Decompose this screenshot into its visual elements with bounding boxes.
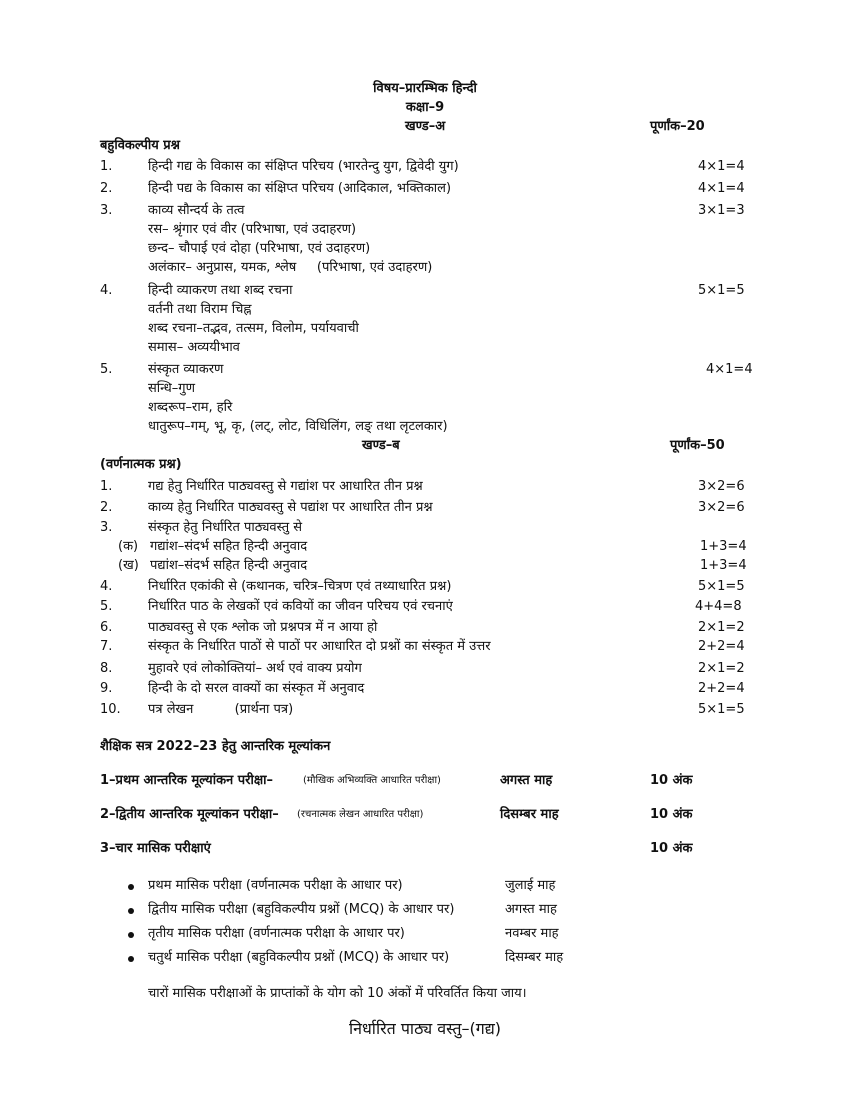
b-item-marks: 1+3=4 bbox=[700, 558, 747, 573]
section-a-title: खण्ड–अ bbox=[405, 119, 446, 134]
a-item-marks: 4×1=4 bbox=[706, 362, 753, 377]
exam-month: अगस्त माह bbox=[500, 773, 553, 788]
b-item-text: पद्यांश–संदर्भ सहित हिन्दी अनुवाद bbox=[150, 558, 308, 573]
b-item-text: काव्य हेतु निर्धारित पाठ्यवस्तु से पद्यांश पर आधारित तीन प्रश्न bbox=[148, 500, 433, 515]
a-item-subline: शब्द रचना–तद्भव, तत्सम, विलोम, पर्यायवाची bbox=[148, 321, 359, 336]
exam-title: 3–चार मासिक परीक्षाएं bbox=[100, 841, 211, 856]
monthly-month: दिसम्बर माह bbox=[505, 950, 564, 965]
b-item-num: (ख) bbox=[118, 558, 139, 573]
a-item-subline: वर्तनी तथा विराम चिह्न bbox=[148, 302, 252, 317]
a-item-text: काव्य सौन्दर्य के तत्व bbox=[148, 203, 245, 218]
a-item-marks: 5×1=5 bbox=[698, 283, 745, 298]
b-item-marks: 3×2=6 bbox=[698, 500, 745, 515]
b-item-text: निर्धारित पाठ के लेखकों एवं कवियों का जीवन परिचय एवं रचनाएं bbox=[148, 599, 453, 614]
monthly-month: अगस्त माह bbox=[505, 902, 557, 917]
b-item-text: निर्धारित एकांकी से (कथानक, चरित्र–चित्रण एवं तथ्याधारित प्रश्न) bbox=[148, 579, 452, 594]
b-item-marks: 4+4=8 bbox=[695, 599, 742, 614]
b-item-num: 10. bbox=[100, 702, 121, 717]
b-item-text: मुहावरे एवं लोकोक्तियां– अर्थ एवं वाक्य प्रयोग bbox=[148, 661, 362, 676]
b-item-marks: 5×1=5 bbox=[698, 579, 745, 594]
b-item-num: 8. bbox=[100, 661, 113, 676]
a-item-text: संस्कृत व्याकरण bbox=[148, 362, 224, 377]
monthly-exam: चतुर्थ मासिक परीक्षा (बहुविकल्पीय प्रश्नों (MCQ) के आधार पर) bbox=[148, 950, 450, 965]
b-item-text: हिन्दी के दो सरल वाक्यों का संस्कृत में अनुवाद bbox=[148, 681, 365, 696]
monthly-footnote: चारों मासिक परीक्षाओं के प्राप्तांकों के योग को 10 अंकों में परिवर्तित किया जाय। bbox=[148, 986, 527, 1001]
section-a-subtitle: बहुविकल्पीय प्रश्न bbox=[100, 138, 180, 153]
b-item-num: 2. bbox=[100, 500, 113, 515]
b-item-text: गद्यांश–संदर्भ सहित हिन्दी अनुवाद bbox=[150, 539, 308, 554]
b-item-text: संस्कृत हेतु निर्धारित पाठ्यवस्तु से bbox=[148, 520, 303, 535]
b-item-marks: 2+2=4 bbox=[698, 681, 745, 696]
a-item-num: 2. bbox=[100, 181, 113, 196]
exam-marks: 10 अंक bbox=[650, 807, 693, 822]
a-item-num: 3. bbox=[100, 203, 113, 218]
b-item-text: पत्र लेखन (प्रार्थना पत्र) bbox=[148, 702, 294, 717]
internal-heading: शैक्षिक सत्र 2022–23 हेतु आन्तरिक मूल्यांकन bbox=[100, 739, 331, 754]
b-item-marks: 3×2=6 bbox=[698, 479, 745, 494]
b-item-num: 3. bbox=[100, 520, 113, 535]
section-a-total: पूर्णांक–20 bbox=[650, 119, 705, 134]
exam-marks: 10 अंक bbox=[650, 841, 693, 856]
section-b-title: खण्ड–ब bbox=[362, 438, 400, 453]
a-item-marks: 4×1=4 bbox=[698, 159, 745, 174]
b-item-text: पाठ्यवस्तु से एक श्लोक जो प्रश्नपत्र में न आया हो bbox=[148, 620, 378, 635]
monthly-exam: तृतीय मासिक परीक्षा (वर्णनात्मक परीक्षा के आधार पर) bbox=[148, 926, 405, 941]
section-b-total: पूर्णांक–50 bbox=[670, 438, 725, 453]
b-item-marks: 2×1=2 bbox=[698, 661, 745, 676]
b-item-marks: 2×1=2 bbox=[698, 620, 745, 635]
a-item-num: 5. bbox=[100, 362, 113, 377]
b-item-num: (क) bbox=[118, 539, 139, 554]
bullet-icon bbox=[128, 908, 134, 914]
monthly-month: नवम्बर माह bbox=[505, 926, 559, 941]
b-item-num: 7. bbox=[100, 639, 113, 654]
bullet-icon bbox=[128, 956, 134, 962]
a-item-num: 4. bbox=[100, 283, 113, 298]
section-b-subtitle: (वर्णनात्मक प्रश्न) bbox=[100, 457, 182, 472]
exam-title: 1–प्रथम आन्तरिक मूल्यांकन परीक्षा– bbox=[100, 773, 274, 788]
b-item-marks: 1+3=4 bbox=[700, 539, 747, 554]
bullet-icon bbox=[128, 932, 134, 938]
a-item-text: हिन्दी व्याकरण तथा शब्द रचना bbox=[148, 283, 293, 298]
a-item-text: हिन्दी पद्य के विकास का संक्षिप्त परिचय (आदिकाल, भक्तिकाल) bbox=[148, 181, 452, 196]
a-item-subline: रस– श्रृंगार एवं वीर (परिभाषा, एवं उदाहरण) bbox=[148, 222, 357, 237]
syllabus-heading: निर्धारित पाठ्य वस्तु–(गद्य) bbox=[348, 1019, 502, 1038]
b-item-num: 1. bbox=[100, 479, 113, 494]
exam-note: (रचनात्मक लेखन आधारित परीक्षा) bbox=[297, 809, 424, 820]
monthly-exam: प्रथम मासिक परीक्षा (वर्णनात्मक परीक्षा के आधार पर) bbox=[148, 878, 403, 893]
subject-title: विषय–प्रारम्भिक हिन्दी bbox=[373, 81, 477, 96]
b-item-num: 5. bbox=[100, 599, 113, 614]
a-item-subline: सन्धि–गुण bbox=[148, 381, 195, 396]
monthly-month: जुलाई माह bbox=[505, 878, 556, 893]
a-item-marks: 3×1=3 bbox=[698, 203, 745, 218]
exam-note: (मौखिक अभिव्यक्ति आधारित परीक्षा) bbox=[303, 775, 441, 786]
b-item-marks: 2+2=4 bbox=[698, 639, 745, 654]
b-item-num: 9. bbox=[100, 681, 113, 696]
b-item-text: संस्कृत के निर्धारित पाठों से पाठों पर आधारित दो प्रश्नों का संस्कृत में उत्तर bbox=[148, 639, 491, 654]
exam-title: 2–द्वितीय आन्तरिक मूल्यांकन परीक्षा– bbox=[100, 807, 279, 822]
a-item-subline: शब्दरूप–राम, हरि bbox=[148, 400, 233, 415]
a-item-num: 1. bbox=[100, 159, 113, 174]
a-item-subline: अलंकार– अनुप्रास, यमक, श्लेष (परिभाषा, एवं उदाहरण) bbox=[148, 260, 433, 275]
exam-month: दिसम्बर माह bbox=[500, 807, 559, 822]
b-item-num: 4. bbox=[100, 579, 113, 594]
exam-marks: 10 अंक bbox=[650, 773, 693, 788]
b-item-marks: 5×1=5 bbox=[698, 702, 745, 717]
bullet-icon bbox=[128, 884, 134, 890]
class-label: कक्षा–9 bbox=[405, 100, 445, 115]
monthly-exam: द्वितीय मासिक परीक्षा (बहुविकल्पीय प्रश्नों (MCQ) के आधार पर) bbox=[148, 902, 455, 917]
b-item-text: गद्य हेतु निर्धारित पाठ्यवस्तु से गद्यांश पर आधारित तीन प्रश्न bbox=[148, 479, 423, 494]
b-item-num: 6. bbox=[100, 620, 113, 635]
a-item-marks: 4×1=4 bbox=[698, 181, 745, 196]
a-item-text: हिन्दी गद्य के विकास का संक्षिप्त परिचय (भारतेन्दु युग, द्विवेदी युग) bbox=[148, 159, 459, 174]
a-item-subline: छन्द– चौपाई एवं दोहा (परिभाषा, एवं उदाहरण) bbox=[148, 241, 371, 256]
a-item-subline: धातुरूप–गम्, भू, कृ, (लट्, लोट, विधिलिंग, लङ् तथा लृटलकार) bbox=[148, 419, 448, 434]
a-item-subline: समास– अव्ययीभाव bbox=[148, 340, 240, 355]
